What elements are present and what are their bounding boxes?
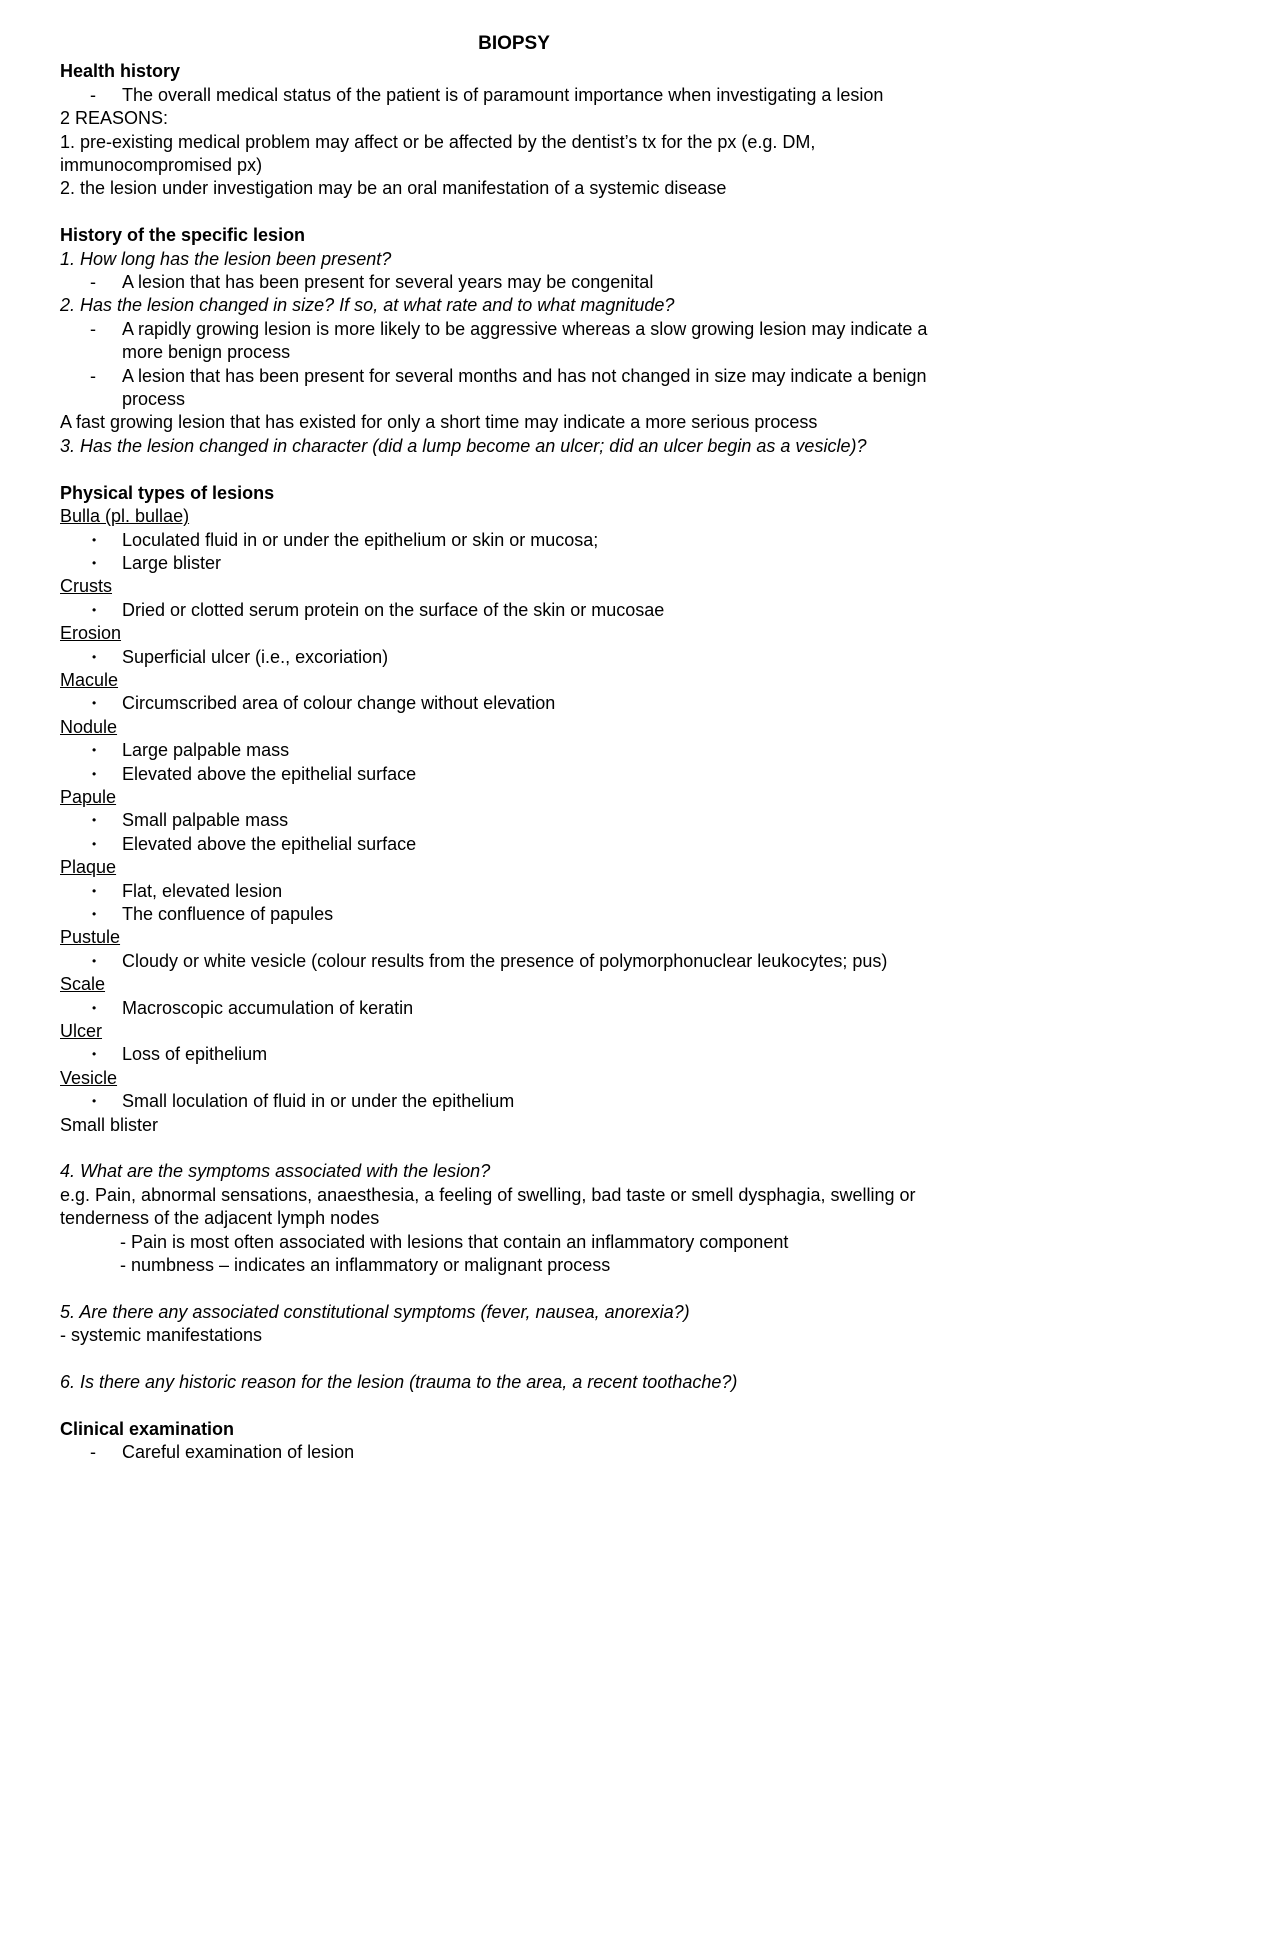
question-line: 3. Has the lesion changed in character (did a lump become an ulcer; did an ulcer begin as a vesicle)?	[60, 435, 867, 456]
paragraph: - systemic manifestations	[60, 1325, 263, 1346]
bullet-marker: •	[92, 602, 97, 617]
bullet-list-item	[60, 997, 968, 1020]
bullet-marker: •	[92, 649, 97, 664]
list-item-text: Small palpable mass	[122, 810, 289, 831]
bullet-list-item	[60, 1090, 968, 1113]
bullet-marker: •	[92, 1000, 97, 1015]
bullet-list-item	[60, 552, 968, 575]
bullet-marker: •	[92, 766, 97, 781]
dash-marker: -	[90, 1442, 96, 1463]
list-item-text: The overall medical status of the patient is of paramount importance when investigating a lesion	[122, 84, 884, 105]
bullet-list-item	[60, 809, 968, 832]
lesion-type-heading: Crusts	[60, 576, 113, 597]
document-title: BIOPSY	[478, 33, 550, 54]
list-item-text: Large blister	[122, 552, 222, 573]
paragraph: A fast growing lesion that has existed for only a short time may indicate a more serious process	[60, 412, 818, 433]
section-heading: Clinical examination	[60, 1418, 235, 1439]
bullet-marker: •	[92, 532, 97, 547]
bullet-marker: •	[92, 883, 97, 898]
section-heading: History of the specific lesion	[60, 225, 306, 246]
lesion-type-heading: Pustule	[60, 927, 121, 948]
lesion-type-heading: Papule	[60, 786, 117, 807]
bullet-list-item	[60, 599, 968, 622]
lesion-type-heading: Bulla (pl. bullae)	[60, 506, 190, 527]
question-line: 5. Are there any associated constitutional symptoms (fever, nausea, anorexia?)	[60, 1301, 690, 1322]
bullet-marker: •	[92, 953, 97, 968]
bullet-marker: •	[92, 907, 97, 921]
list-item-text: Large palpable mass	[122, 740, 290, 761]
bullet-marker: •	[92, 836, 97, 851]
lesion-type-heading: Vesicle	[60, 1067, 118, 1088]
bullet-list-item	[60, 529, 968, 552]
question-line: 6. Is there any historic reason for the lesion (trauma to the area, a recent toothache?)	[60, 1372, 738, 1393]
lesion-type-heading: Scale	[60, 974, 106, 995]
dash-marker: -	[90, 365, 96, 386]
list-item-text: Dried or clotted serum protein on the surface of the skin or mucosae	[122, 599, 665, 620]
list-item-text: A lesion that has been present for several months and has not changed in size may indicate a benign process	[122, 365, 927, 410]
document-body	[60, 60, 968, 1464]
list-item-text: Careful examination of lesion	[122, 1442, 355, 1463]
list-item-text: A rapidly growing lesion is more likely to be aggressive whereas a slow growing lesion may indicate a more benign process	[122, 318, 928, 363]
bullet-marker: •	[92, 555, 97, 570]
list-item-text: Macroscopic accumulation of keratin	[122, 997, 414, 1018]
paragraph: Small blister	[60, 1114, 159, 1135]
lesion-type-heading: Plaque	[60, 857, 117, 878]
section-heading: Health history	[60, 61, 181, 82]
blank-line	[60, 1394, 968, 1417]
list-item-text: Elevated above the epithelial surface	[122, 763, 417, 784]
bullet-list-item	[60, 833, 968, 856]
bullet-marker: •	[92, 743, 97, 758]
blank-line	[60, 458, 968, 481]
list-item-text: The confluence of papules	[122, 904, 334, 924]
blank-line	[60, 1137, 968, 1160]
question-line: 1. How long has the lesion been present?	[60, 248, 392, 269]
bullet-list-item	[60, 692, 968, 715]
paragraph: 2. the lesion under investigation may be an oral manifestation of a systemic disease	[60, 178, 727, 199]
bullet-marker: •	[92, 813, 97, 828]
lesion-type-heading: Erosion	[60, 623, 122, 644]
list-item-text: A lesion that has been present for several years may be congenital	[122, 272, 654, 293]
dash-list-item	[60, 318, 968, 365]
bullet-list-item	[60, 763, 968, 786]
lesion-type-heading: Macule	[60, 669, 119, 690]
list-item-text: Flat, elevated lesion	[122, 880, 283, 901]
bullet-list-item	[60, 950, 968, 973]
indented-paragraph: - Pain is most often associated with lesions that contain an inflammatory component	[120, 1231, 789, 1252]
dash-marker: -	[90, 272, 96, 293]
list-item-text: Superficial ulcer (i.e., excoriation)	[122, 646, 389, 667]
list-item-text: Small loculation of fluid in or under the epithelium	[122, 1091, 515, 1112]
blank-line	[60, 1277, 968, 1300]
question-line: 4. What are the symptoms associated with the lesion?	[60, 1161, 491, 1182]
bullet-list-item	[60, 903, 968, 926]
list-item-text: Loculated fluid in or under the epithelium or skin or mucosa;	[122, 529, 599, 550]
blank-line	[60, 201, 968, 224]
blank-line	[60, 1348, 968, 1371]
paragraph: e.g. Pain, abnormal sensations, anaesthesia, a feeling of swelling, bad taste or smell dysphagia, swelling or tenderness of the adjacent lymph nodes	[60, 1184, 916, 1229]
question-line: 2. Has the lesion changed in size? If so, at what rate and to what magnitude?	[60, 295, 675, 316]
bullet-list-item	[60, 1043, 968, 1066]
list-item-text: Elevated above the epithelial surface	[122, 833, 417, 854]
dash-list-item	[60, 84, 968, 107]
dash-marker: -	[90, 318, 96, 339]
list-item-text: Circumscribed area of colour change without elevation	[122, 693, 556, 714]
section-heading: Physical types of lesions	[60, 482, 275, 503]
list-item-text: Cloudy or white vesicle (colour results from the presence of polymorphonuclear leukocytes; pus)	[122, 950, 888, 971]
dash-marker: -	[90, 84, 96, 105]
bullet-list-item	[60, 880, 968, 903]
paragraph: 2 REASONS:	[60, 108, 169, 129]
indented-paragraph: - numbness – indicates an inflammatory or malignant process	[120, 1255, 611, 1276]
bullet-list-item	[60, 646, 968, 669]
list-item-text: Loss of epithelium	[122, 1044, 268, 1065]
dash-list-item	[60, 1441, 968, 1464]
bullet-list-item	[60, 739, 968, 762]
dash-list-item	[60, 271, 968, 294]
lesion-type-heading: Nodule	[60, 716, 118, 737]
bullet-marker: •	[92, 1047, 97, 1062]
bullet-marker: •	[92, 1094, 97, 1109]
lesion-type-heading: Ulcer	[60, 1021, 103, 1042]
bullet-marker: •	[92, 696, 97, 711]
dash-list-item	[60, 365, 968, 412]
paragraph: 1. pre-existing medical problem may affect or be affected by the dentist’s tx for the px (e.g. DM, immunocompromised px)	[60, 131, 816, 176]
